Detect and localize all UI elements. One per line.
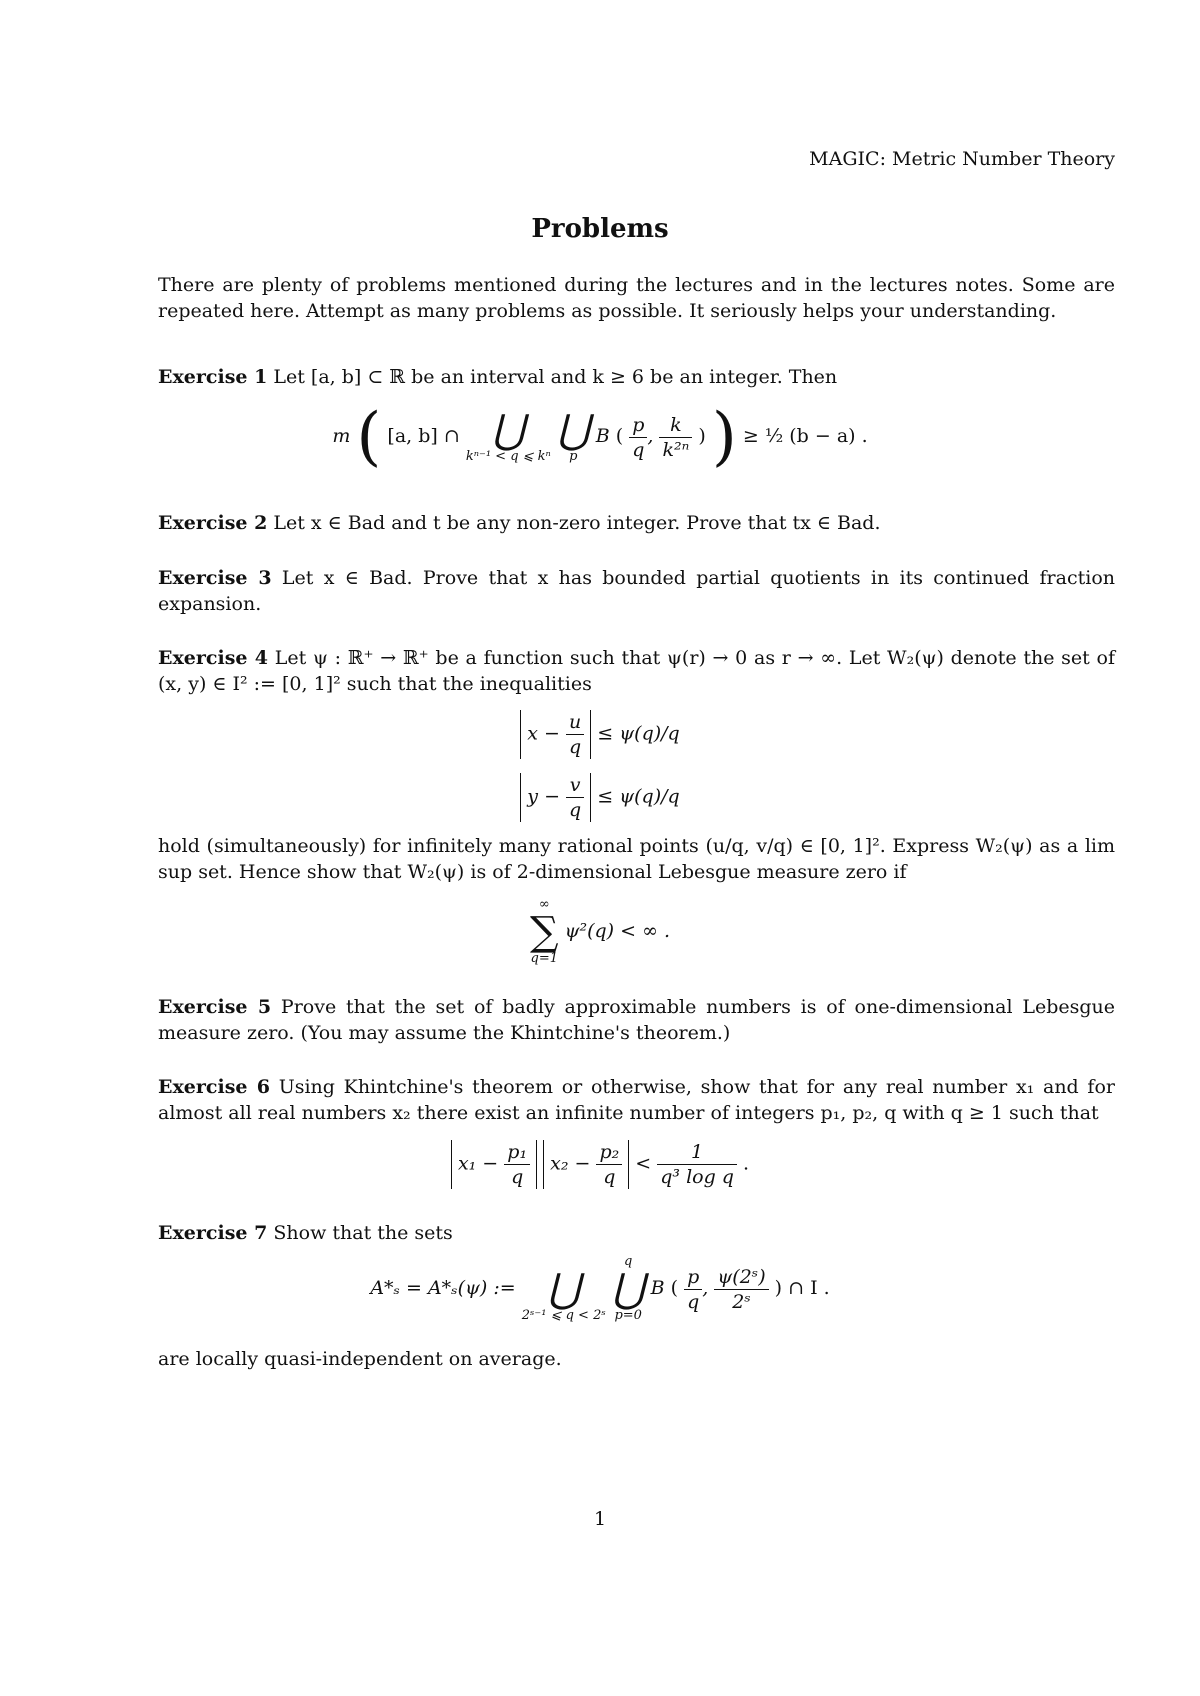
- exercise-4-continuation: hold (simultaneously) for infinitely many rational points (u/q, v/q) ∈ [0, 1]². Express W₂(ψ) as a lim sup set. Hence show that W₂(ψ) is of 2-dimensional Lebesgue measure zero if: [158, 835, 1115, 883]
- exercise-2-label: Exercise 2: [158, 512, 268, 534]
- fraction: $\frac{k}{\text{k²ⁿ}}$: [659, 413, 692, 462]
- exercise-4-text: Let ψ : ℝ⁺ → ℝ⁺ be a function such that ψ(r) → 0 as r → ∞. Let W₂(ψ) denote the set of (x, y) ∈ I² := [0, 1]² such that the inequalities: [158, 647, 1115, 695]
- exercise-5: [158, 994, 1115, 1046]
- fraction: $\frac{p}{q}$: [629, 413, 647, 462]
- exercise-7-continuation: are locally quasi-independent on average.: [158, 1348, 562, 1370]
- inequality-1: x − $\frac{u}{q}$ ≤ ψ(q)/q: [0, 710, 1200, 759]
- exercise-1-label: Exercise 1: [158, 366, 268, 388]
- exercise-6-label: Exercise 6: [158, 1076, 270, 1098]
- union-icon: ⋃: [547, 1266, 581, 1312]
- exercise-7-text: Show that the sets: [273, 1222, 453, 1244]
- union-operator: ⋃ p: [556, 407, 590, 464]
- exercise-6-text: Using Khintchine's theorem or otherwise, show that for any real number x₁ and for almost all real numbers x₂ there exist an infinite number of integers p₁, p₂, q with q ≥ 1 such that: [158, 1076, 1115, 1124]
- fraction: $\frac{\text{ψ(2ˢ)}}{\text{2ˢ}}$: [714, 1265, 768, 1314]
- fraction: $\frac{p}{q}$: [684, 1265, 702, 1314]
- fraction: $\frac{\text{p₂}}{q}$: [596, 1140, 622, 1189]
- fraction: $\frac{1}{\text{q³ log q}}$: [657, 1140, 737, 1189]
- exercise-2: [158, 510, 1115, 536]
- exercise-5-text: Prove that the set of badly approximable numbers is of one-dimensional Lebesgue measure zero. (You may assume the Khintchine's theorem.): [158, 996, 1116, 1044]
- exercise-1-formula: m ( [a, b] ∩ ⋃ kⁿ⁻¹ < q ⩽ kⁿ ⋃ p B ( $\frac{p}{q}$ , $\frac{k}{\text{k²ⁿ}}$ ) ) ≥ ½ (b − a) .: [332, 400, 868, 474]
- exercise-4-label: Exercise 4: [158, 647, 268, 669]
- union-icon: ⋃: [491, 407, 525, 453]
- fraction: $\frac{\text{p₁}}{q}$: [504, 1140, 530, 1189]
- inequality-2: y − $\frac{v}{q}$ ≤ ψ(q)/q: [0, 773, 1200, 822]
- sum-operator: ∞ ∑ q=1: [529, 897, 559, 966]
- exercise-1: [158, 364, 1115, 390]
- absolute-value: y − $\frac{v}{q}$: [520, 773, 591, 822]
- right-paren-icon: ): [711, 400, 737, 474]
- absolute-value: x₂ − $\frac{\text{p₂}}{q}$: [543, 1140, 629, 1189]
- intro-paragraph: There are plenty of problems mentioned during the lectures and in the lectures notes. Some are repeated here. Attempt as many problems as possible. It seriously helps your understanding.: [158, 274, 1115, 322]
- union-icon: ⋃: [556, 407, 590, 453]
- page-title: Problems: [531, 214, 669, 244]
- exercise-2-text: Let x ∈ Bad and t be any non-zero integer. Prove that tx ∈ Bad.: [273, 512, 881, 534]
- running-header: MAGIC: Metric Number Theory: [809, 148, 1115, 170]
- union-icon: ⋃: [611, 1266, 645, 1312]
- exercise-1-text: Let [a, b] ⊂ ℝ be an interval and k ≥ 6 be an integer. Then: [273, 366, 838, 388]
- absolute-value: x − $\frac{u}{q}$: [520, 710, 591, 759]
- fraction: $\frac{v}{q}$: [566, 773, 584, 822]
- fraction: $\frac{u}{q}$: [566, 710, 584, 759]
- exercise-3-text: Let x ∈ Bad. Prove that x has bounded partial quotients in its continued fraction expansion.: [158, 567, 1115, 615]
- exercise-5-label: Exercise 5: [158, 996, 272, 1018]
- page-number: 1: [593, 1508, 607, 1530]
- exercise-4: [158, 645, 1115, 697]
- exercise-6-formula: x₁ − $\frac{\text{p₁}}{q}$ x₂ − $\frac{\text{p₂}}{q}$ < $\frac{1}{\text{q³ log q}}$ .: [0, 1140, 1200, 1189]
- union-operator: q ⋃ p=0: [611, 1254, 645, 1323]
- exercise-7: [158, 1220, 1115, 1246]
- exercise-7-label: Exercise 7: [158, 1222, 268, 1244]
- exercise-7-formula: A*ₛ = A*ₛ(ψ) := ⋃ 2ˢ⁻¹ ⩽ q < 2ˢ q ⋃ p=0 B ( $\frac{p}{q}$ , $\frac{\text{ψ(2ˢ)}}{\text{2ˢ}}$ ) ∩ I .: [370, 1254, 830, 1323]
- exercise-6: [158, 1074, 1115, 1126]
- union-operator: ⋃ 2ˢ⁻¹ ⩽ q < 2ˢ: [521, 1266, 606, 1323]
- exercise-3: [158, 565, 1115, 617]
- union-operator: ⋃ kⁿ⁻¹ < q ⩽ kⁿ: [465, 407, 551, 464]
- sigma-icon: ∑: [529, 909, 559, 955]
- exercise-3-label: Exercise 3: [158, 567, 272, 589]
- left-paren-icon: (: [356, 400, 382, 474]
- absolute-value: x₁ − $\frac{\text{p₁}}{q}$: [451, 1140, 537, 1189]
- sum-formula: ∞ ∑ q=1 ψ²(q) < ∞ .: [529, 897, 671, 966]
